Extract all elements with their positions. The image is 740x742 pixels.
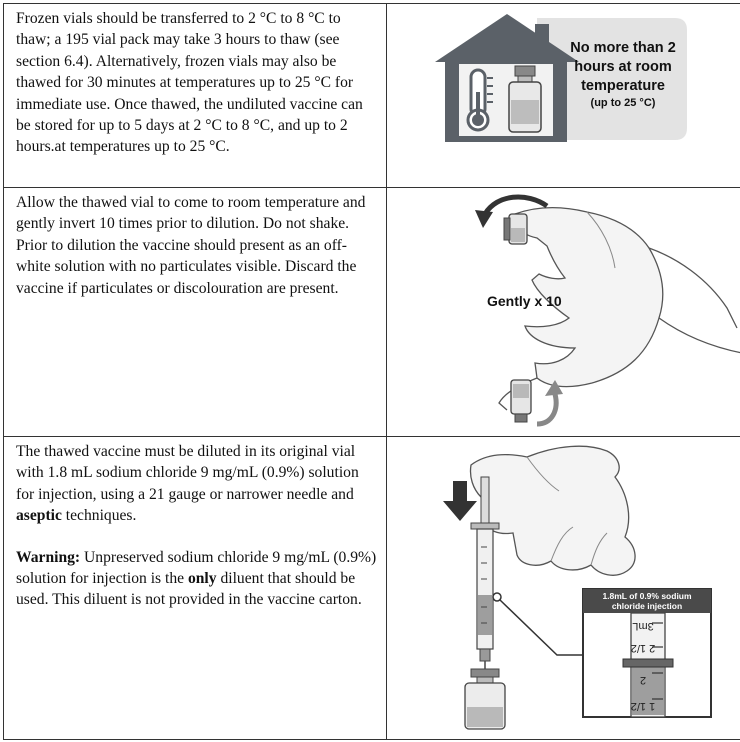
paragraph-gap xyxy=(16,527,378,547)
step-figure-cell xyxy=(387,4,740,188)
vial-icon xyxy=(465,669,505,729)
step-text-cell xyxy=(4,188,387,437)
step-figure-cell xyxy=(387,188,740,437)
callout-line-2: chloride injection xyxy=(611,601,683,611)
warning-label: Warning: xyxy=(16,548,81,566)
dilution-illustration xyxy=(387,437,740,740)
text-part: The thawed vaccine must be diluted in its original vial with 1.8 mL sodium chloride 9 mg/mL (0.9%) solution for injection, using a 21 gauge or narrower needle and xyxy=(16,443,359,503)
step-text xyxy=(16,441,378,527)
step-row-dilute xyxy=(4,437,740,740)
vial-icon xyxy=(504,214,527,244)
step-row-invert xyxy=(4,188,740,437)
gently-label: Gently x 10 xyxy=(487,293,562,309)
hand-icon xyxy=(470,446,635,575)
instructions-table xyxy=(3,3,740,740)
callout-line-1: 1.8mL of 0.9% sodium xyxy=(602,591,692,601)
warning-text xyxy=(16,547,378,611)
label-line-2: hours at room xyxy=(574,59,672,75)
emphasis-text: aseptic xyxy=(16,507,62,525)
down-arrow-icon xyxy=(443,481,477,521)
text-part: diluent that should be used. This diluent is not provided in the vaccine carton. xyxy=(16,570,362,609)
step-text-cell xyxy=(4,4,387,188)
text-part: Unpreserved sodium chloride 9 mg/mL (0.9%) solution for injection is the xyxy=(16,548,377,588)
thaw-illustration xyxy=(387,4,740,188)
text-part: techniques. xyxy=(61,507,137,525)
step-row-thaw xyxy=(4,4,740,188)
scale-3ml: 3mL xyxy=(632,620,654,632)
scale-2-half: 2 1/2 xyxy=(630,642,656,654)
invert-illustration xyxy=(387,188,740,437)
step-text-cell xyxy=(4,437,387,740)
label-line-1: No more than 2 xyxy=(570,40,676,56)
scale-2: 2 xyxy=(639,674,647,686)
step-text: Frozen vials should be transferred to 2 °C to 8 °C to thaw; a 195 vial pack may take 3 hours to thaw (see section 6.4). Alternatively, frozen vials may also be thawed for 30 minutes at temperatures up to 25 °C for immediate use. Once thawed, the undiluted vaccine can be stored for up to 5 days at 2 °C to 8 °C, and up to 2 hours.at temperatures up to 25 °C. xyxy=(16,10,363,156)
step-figure-cell xyxy=(387,437,740,740)
emphasis-text: only xyxy=(187,570,217,588)
scale-1-half: 1 1/2 xyxy=(630,700,656,712)
label-line-4: (up to 25 °C) xyxy=(590,97,656,109)
vial-icon xyxy=(511,380,531,422)
label-line-3: temperature xyxy=(581,78,665,94)
step-text: Allow the thawed vial to come to room temperature and gently invert 10 times prior to dilution. Do not shake. Prior to dilution the vaccine should present as an off-white solution with no particulates visible. Discard the vaccine if particulates or discolouration are present. xyxy=(16,194,366,297)
magnifier-callout-icon xyxy=(493,589,711,717)
